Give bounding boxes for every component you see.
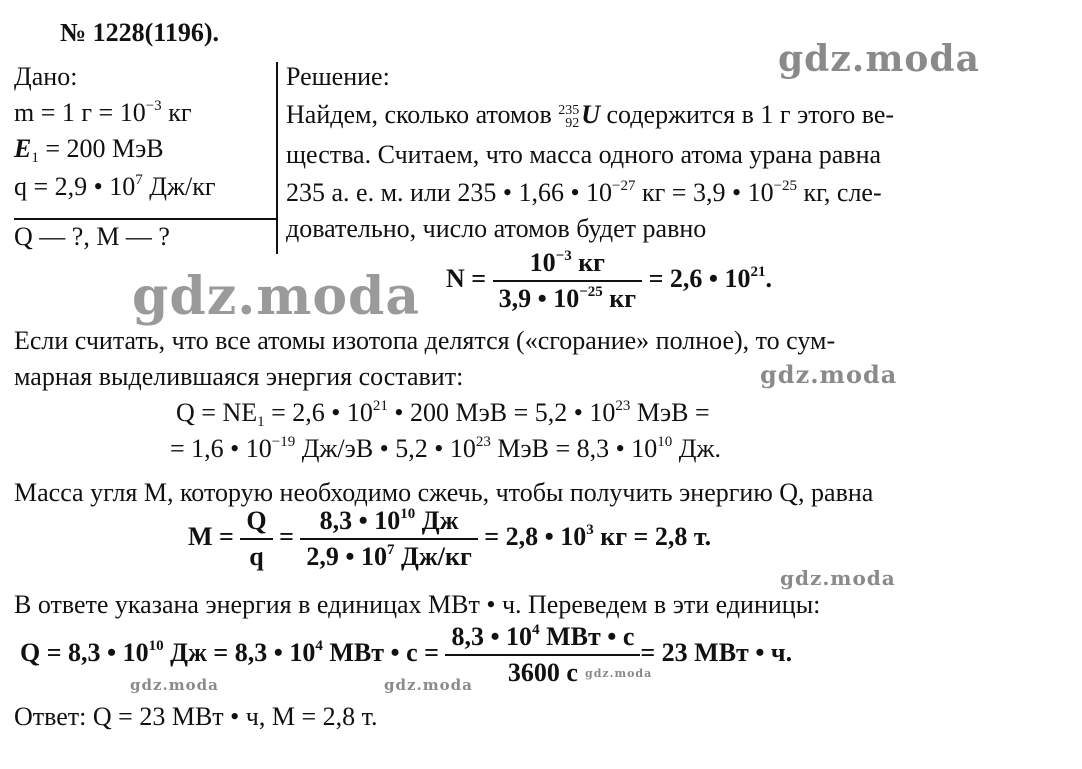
- formula-q-line-2: = 1,6 • $10^{-19}$ Дж/эВ • 5,2 • $10^{23}$ МэВ = 8,3 • $10^{10}$ Дж.: [170, 434, 721, 463]
- formula-m: M = $\frac{Q}{q}$ = $\frac{8,3 • 10^{10} Дж}{2,9 • 10^7 Дж/кг}$ = 2,8 • $10^3$ кг = 2,8 т.: [188, 506, 712, 571]
- given-label: Дано:: [14, 62, 78, 91]
- find-line: Q — ?, M — ?: [14, 222, 170, 251]
- formula-q-line-1: $Q = NE_1 = 2,6$ • $10^{21}$ • 200 МэВ = 5,2 • $10^{23}$ МэВ =: [176, 398, 710, 430]
- solution-line-1: Найдем, сколько атомов 235 92 U содержится в 1 г этого ве-: [286, 100, 895, 132]
- solution-line-4: довательно, число атомов будет равно: [286, 214, 707, 243]
- units-text: В ответе указана энергия в единицах МВт • ч. Переведем в эти единицы:: [14, 590, 821, 619]
- solution-line-2: щества. Считаем, что масса одного атома урана равна: [286, 140, 882, 169]
- energy-text-2: марная выделившаяся энергия составит:: [14, 362, 464, 391]
- given-energy: $E_1 = 200$ МэВ: [14, 134, 164, 166]
- watermark: gdz.moda: [585, 667, 653, 680]
- watermark: gdz.moda: [778, 38, 980, 80]
- watermark: gdz.moda: [130, 676, 219, 694]
- given-divider-horizontal: [14, 218, 276, 220]
- watermark: gdz.moda: [780, 566, 896, 590]
- energy-text-1: Если считать, что все атомы изотопа делятся («сгорание» полное), то сум-: [14, 326, 836, 355]
- formula-n: N = $\frac{10^{-3} кг}{3,9 • 10^{-25} кг}$ = 2,6 • $10^{21}$.: [446, 248, 772, 313]
- watermark: gdz.moda: [384, 676, 473, 694]
- watermark: gdz.moda: [132, 266, 421, 327]
- problem-number: № 1228(1196).: [60, 18, 220, 47]
- mass-text: Масса угля M, которую необходимо сжечь, чтобы получить энергию Q, равна: [14, 478, 874, 507]
- given-divider-vertical: [276, 62, 278, 254]
- given-heat: q = 2,9 • $10^7$ Дж/кг: [14, 172, 216, 201]
- solution-line-3: 235 а. е. м. или 235 • 1,66 • $10^{-27}$ кг = 3,9 • $10^{-25}$ кг, сле-: [286, 178, 882, 207]
- solution-label: Решение:: [286, 62, 390, 91]
- answer: Ответ: Q = 23 МВт • ч, M = 2,8 т.: [14, 702, 378, 731]
- watermark: gdz.moda: [760, 360, 898, 389]
- given-mass: m = 1 $г = 10^{-3}$ кг: [14, 98, 192, 127]
- formula-conversion: Q = 8,3 • $10^{10}$ Дж = 8,3 • $10^4$ МВт • с = $\frac{8,3 • 10^4 МВт • с}{3600 с}$ = 23 МВт • ч.: [20, 622, 793, 687]
